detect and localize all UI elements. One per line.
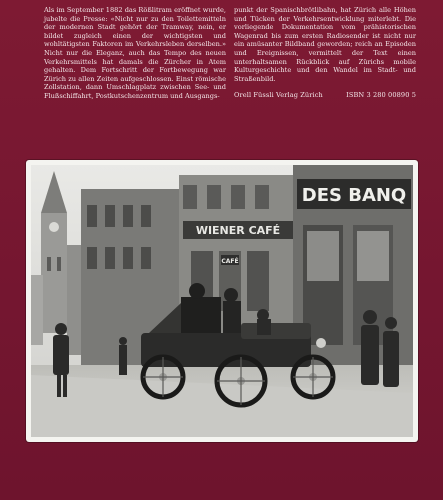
- blurb-column-right: [234, 6, 416, 100]
- cafe-sign: WIENER CAFÉ: [195, 224, 281, 237]
- imprint-line: [234, 91, 416, 100]
- bank-sign: DES BANQ: [301, 185, 407, 206]
- blurb-text: [44, 6, 416, 101]
- street-scene-illustration: [31, 165, 413, 437]
- historic-street-photo: [31, 165, 413, 437]
- blurb-paragraph-2: punkt der Spanischbrötlibahn, hat Zürich alle Höhen und Tücken der Verkehrsentwicklung miterlebt. Die vorliegende Dokumentation vom prähistorischen Wagenrad bis zum ersten Radiosender ist nicht nur ein amüsanter Bildband geworden; reich an Episoden und Ereignissen, vermittelt der Text einen unterhaltsamen Rückblick auf Zürichs mobile Kulturgeschichte und den Wandel im Stadt- und Straßenbild.: [234, 6, 416, 83]
- photo-frame: [26, 160, 418, 442]
- publisher-name: Orell Füssli Verlag Zürich: [234, 91, 323, 100]
- blurb-paragraph-1: Als im September 1882 das Rößlitram eröffnet wurde, jubelte die Presse: «Nicht nur zu den Toilettemitteln der modernen Stadt gehört der Tramway, nein, er bildet zugleich einen der wichtigsten und wohltätigsten Faktoren im Verkehrsleben derselben.» Nicht nur die Eleganz, auch das Tempo des neuen Verkehrsmittels hat damals die Zürcher in Atem gehalten. Dem Fortschritt der Fortbewegung war Zürich zu allen Zeiten aufgeschlossen. Einst römische Zollstation, dann Umschlagplatz zwischen See- und Flußschiffahrt, Postkutschenzentrum und Ausgangs-: [44, 6, 226, 100]
- isbn-number: ISBN 3 280 00890 5: [346, 91, 416, 100]
- cafe-door-sign: CAFÉ: [221, 258, 239, 265]
- blurb-column-left: [44, 6, 226, 101]
